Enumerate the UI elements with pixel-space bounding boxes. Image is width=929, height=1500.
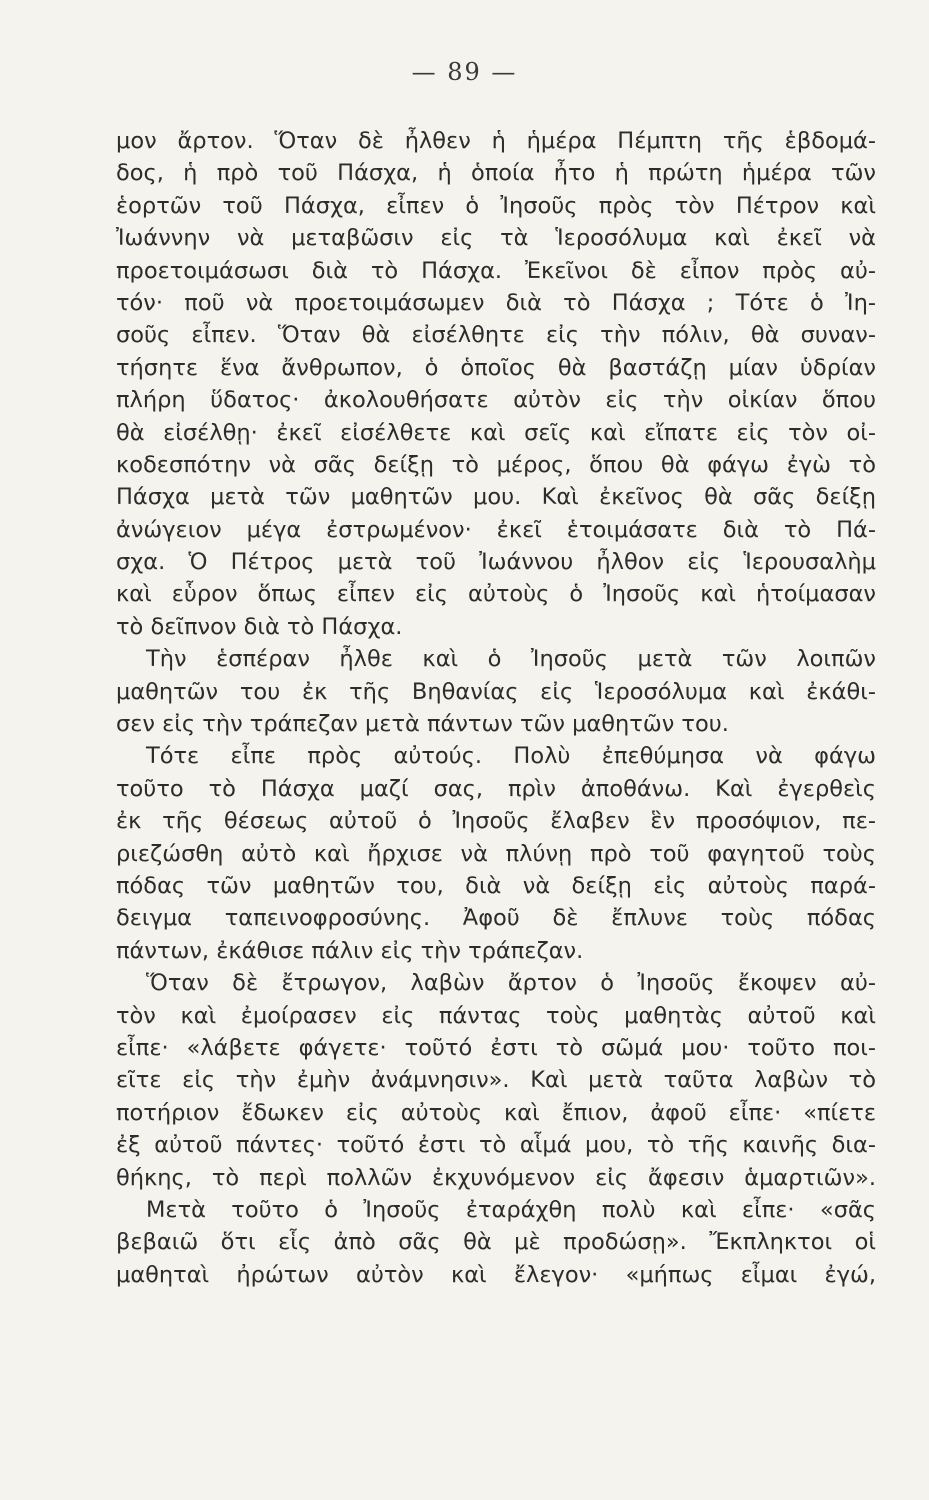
- text-line: ἑορτῶν τοῦ Πάσχα, εἶπεν ὁ Ἰησοῦς πρὸς τὸν Πέτρον καὶ: [116, 192, 876, 219]
- text-line: θὰ εἰσέλθῃ· ἐκεῖ εἰσέλθετε καὶ σεῖς καὶ εἴπατε εἰς τὸν οἰ-: [116, 419, 876, 446]
- text-line: σοῦς εἶπεν. Ὅταν θὰ εἰσέλθητε εἰς τὴν πόλιν, θὰ συναν-: [116, 322, 876, 349]
- text-line: τήσητε ἕνα ἄνθρωπον, ὁ ὁποῖος θὰ βαστάζῃ μίαν ὑδρίαν: [116, 354, 876, 381]
- text-line: ποτήριον ἔδωκεν εἰς αὐτοὺς καὶ ἔπιον, ἀφοῦ εἶπε· «πίετε: [116, 1099, 876, 1126]
- text-line: ἀνώγειον μέγα ἐστρωμένον· ἐκεῖ ἑτοιμάσατε διὰ τὸ Πά-: [116, 516, 876, 543]
- text-line: Ἰωάννην νὰ μεταβῶσιν εἰς τὰ Ἱεροσόλυμα καὶ ἐκεῖ νὰ: [116, 225, 876, 252]
- text-line: σχα. Ὁ Πέτρος μετὰ τοῦ Ἰωάννου ἦλθον εἰς Ἱερουσαλὴμ: [116, 549, 876, 576]
- text-line: βεβαιῶ ὅτι εἷς ἀπὸ σᾶς θὰ μὲ προδώσῃ». Ἔκπληκτοι οἱ: [116, 1229, 876, 1256]
- text-line: μαθηταὶ ἠρώτων αὐτὸν καὶ ἔλεγον· «μήπως εἶμαι ἐγώ,: [116, 1261, 876, 1288]
- text-line: Μετὰ τοῦτο ὁ Ἰησοῦς ἐταράχθη πολὺ καὶ εἶπε· «σᾶς: [146, 1196, 876, 1223]
- text-line: πλήρη ὕδατος· ἀκολουθήσατε αὐτὸν εἰς τὴν οἰκίαν ὅπου: [116, 387, 876, 414]
- text-line: θήκης, τὸ περὶ πολλῶν ἐκχυνόμενον εἰς ἄφεσιν ἁμαρτιῶν».: [116, 1164, 876, 1191]
- text-line: τὸν καὶ ἐμοίρασεν εἰς πάντας τοὺς μαθητὰς αὐτοῦ καὶ: [116, 1002, 876, 1029]
- text-line: τὸ δεῖπνον διὰ τὸ Πάσχα.: [116, 613, 403, 640]
- text-line: προετοιμάσωσι διὰ τὸ Πάσχα. Ἐκεῖνοι δὲ εἶπον πρὸς αὐ-: [116, 257, 876, 284]
- text-line: μον ἄρτον. Ὅταν δὲ ἦλθεν ἡ ἡμέρα Πέμπτη τῆς ἑβδομά-: [116, 128, 876, 154]
- text-line: ἐκ τῆς θέσεως αὐτοῦ ὁ Ἰησοῦς ἔλαβεν ἓν προσόψιον, πε-: [116, 808, 876, 835]
- text-line: κοδεσπότην νὰ σᾶς δείξῃ τὸ μέρος, ὅπου θὰ φάγω ἐγὼ τὸ: [116, 451, 876, 478]
- text-line: ριεζώσθη αὐτὸ καὶ ἤρχισε νὰ πλύνῃ πρὸ τοῦ φαγητοῦ τοὺς: [116, 840, 876, 867]
- text-line: σεν εἰς τὴν τράπεζαν μετὰ πάντων τῶν μαθητῶν του.: [116, 711, 729, 738]
- text-line: Ὅταν δὲ ἔτρωγον, λαβὼν ἄρτον ὁ Ἰησοῦς ἔκοψεν αὐ-: [146, 970, 876, 997]
- text-line: ἐξ αὐτοῦ πάντες· τοῦτό ἐστι τὸ αἷμά μου, τὸ τῆς καινῆς δια-: [116, 1132, 876, 1159]
- text-line: δειγμα ταπεινοφροσύνης. Ἀφοῦ δὲ ἔπλυνε τοὺς πόδας: [116, 905, 876, 932]
- body-text: [116, 125, 876, 1291]
- text-line: μαθητῶν του ἐκ τῆς Βηθανίας εἰς Ἱεροσόλυμα καὶ ἐκάθι-: [116, 678, 876, 705]
- text-line: Πάσχα μετὰ τῶν μαθητῶν μου. Καὶ ἐκεῖνος θὰ σᾶς δείξῃ: [116, 484, 876, 511]
- text-line: καὶ εὗρον ὅπως εἶπεν εἰς αὐτοὺς ὁ Ἰησοῦς καὶ ἡτοίμασαν: [116, 581, 876, 608]
- text-line: εἶπε· «λάβετε φάγετε· τοῦτό ἐστι τὸ σῶμά μου· τοῦτο ποι-: [116, 1034, 876, 1061]
- text-line: τοῦτο τὸ Πάσχα μαζί σας, πρὶν ἀποθάνω. Καὶ ἐγερθεὶς: [116, 775, 876, 802]
- text-line: Τὴν ἑσπέραν ἦλθε καὶ ὁ Ἰησοῦς μετὰ τῶν λοιπῶν: [146, 646, 876, 673]
- text-line: πάντων, ἐκάθισε πάλιν εἰς τὴν τράπεζαν.: [116, 937, 584, 964]
- page-number: — 89 —: [411, 58, 518, 86]
- text-line: τόν· ποῦ νὰ προετοιμάσωμεν διὰ τὸ Πάσχα ; Τότε ὁ Ἰη-: [116, 289, 876, 316]
- text-line: δος, ἡ πρὸ τοῦ Πάσχα, ἡ ὁποία ἦτο ἡ πρώτη ἡμέρα τῶν: [116, 160, 876, 187]
- text-line: πόδας τῶν μαθητῶν του, διὰ νὰ δείξῃ εἰς αὐτοὺς παρά-: [116, 872, 876, 899]
- text-line: Τότε εἶπε πρὸς αὐτούς. Πολὺ ἐπεθύμησα νὰ φάγω: [146, 743, 876, 770]
- text-line: εῖτε εἰς τὴν ἐμὴν ἀνάμνησιν». Καὶ μετὰ ταῦτα λαβὼν τὸ: [116, 1067, 876, 1094]
